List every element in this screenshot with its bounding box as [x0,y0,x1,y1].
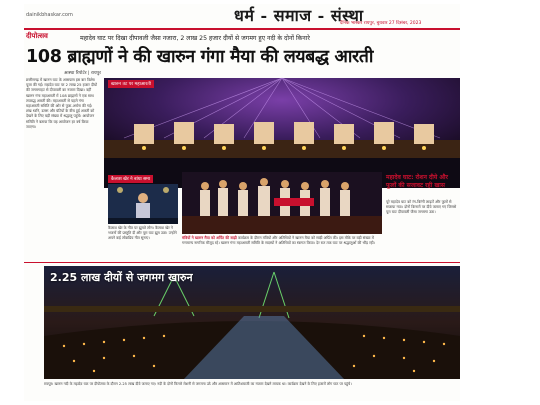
photo3-caption: मंत्रियों ने खारुन मैया को अर्पित की साड़ी [182,236,237,240]
headline: 108 ब्राह्मणों ने की खारुन गंगा मैया की लयबद्ध आरती [26,47,374,67]
kicker-row [24,32,460,42]
kicker-label: दीपोत्सव [26,32,48,40]
section-divider [24,262,460,263]
bottom-photo-caption: रायपुर। खारुन नदी के महादेव घाट पर दीपोत्सव के दौरान 2.25 लाख दीये जलाए गए। नदी के दोनों किनारे रोशनी से जगमगा उठे और आसमान में आतिशबाजी का नजारा देखने लायक था। कार्यक्रम देखने के लिए हजारों लोग घाट पर पहुंचे। [44,382,352,386]
kicker-text: महादेव घाट पर दिखा दीपावली जैसा नजारा, 2 लाख 25 हजार दीयों से जगमग हुए नदी के दोनों किनारे [80,35,310,42]
photo2-caption: कैलाश खेर ने बांधा समा [108,175,153,183]
newspaper-page [24,4,460,401]
concert-illustration [108,184,178,224]
bottom-photo-title: 2.25 लाख दीयों से जगमग खारुन [50,271,193,284]
site-url: dainikbhaskar.com [26,12,73,18]
section-title: धर्म - समाज - संस्था [234,6,364,25]
paper-dateline: दैनिक भास्कर रायपुर, बुधवार 27 दिसंबर, 2023 [340,21,422,26]
photo-kailash-kher [108,177,178,224]
right-headline: महादेव घाट: रोशन दीये और फूलों की सजावट रही खास [386,174,448,189]
right-text: पूरे महादेव घाट को रंग-बिरंगी लाइटों और फूलों से सजाया गया। दोनों किनारों पर दीये जलाए गए जिससे पूरा घाट दीपावली जैसा जगमगा उठा। [386,200,457,214]
bottom-photo-diyas [44,266,460,379]
byline: आस्था रिपोर्टर | रायपुर [64,71,101,76]
photo3-text: कार्यक्रम के दौरान मंत्रियों और अतिथियों ने खारुन मैया को साड़ी अर्पित की। इस मौके पर बड़ी संख्या में गणमान्य नागरिक मौजूद रहे। खारुन गंगा महाआरती समिति के सदस्यों ने अतिथियों का स्वागत किया। देर रात तक घाट पर श्रद्धालुओं की भीड़ रही। [182,236,375,245]
left-article-text: छत्तीसगढ़ में खारुन घाट के आसपास इस बार विशेष पूजा की गई। महादेव घाट पर 2 लाख 25 हजार दीयों की जगमगाहट से दीपावली का नजारा दिखा। वहीं खारुन गंगा महाआरती में 108 ब्राह्मणों ने एक साथ लयबद्ध आरती की। महाआरती से पहले गंगा महाआरती समिति की ओर से पूजा-अर्चना की गई। शंख ध्वनि, डमरू और घंटियों के बीच हुई आरती को देखने के लिए बड़ी संख्या में श्रद्धालु पहुंचे। आयोजन समिति ने बताया कि यह आयोजन हर वर्ष किया जाएगा। [26,78,97,129]
stage-illustration [182,172,382,234]
main-photo-tag: खारुन तट पर महाआरती [108,80,154,88]
left-article-column [26,78,98,262]
photo2-text: कैलाश खेर के गीत पर झूमते लोग। कैलाश खेर ने भजनों की प्रस्तुति दी और पूरा घाट झूम उठा। उन्होंने अपने कई लोकप्रिय गीत सुनाए। [108,226,177,240]
photo-ministers [182,172,382,234]
masthead [24,4,460,30]
ministers-caption-block [182,236,382,260]
